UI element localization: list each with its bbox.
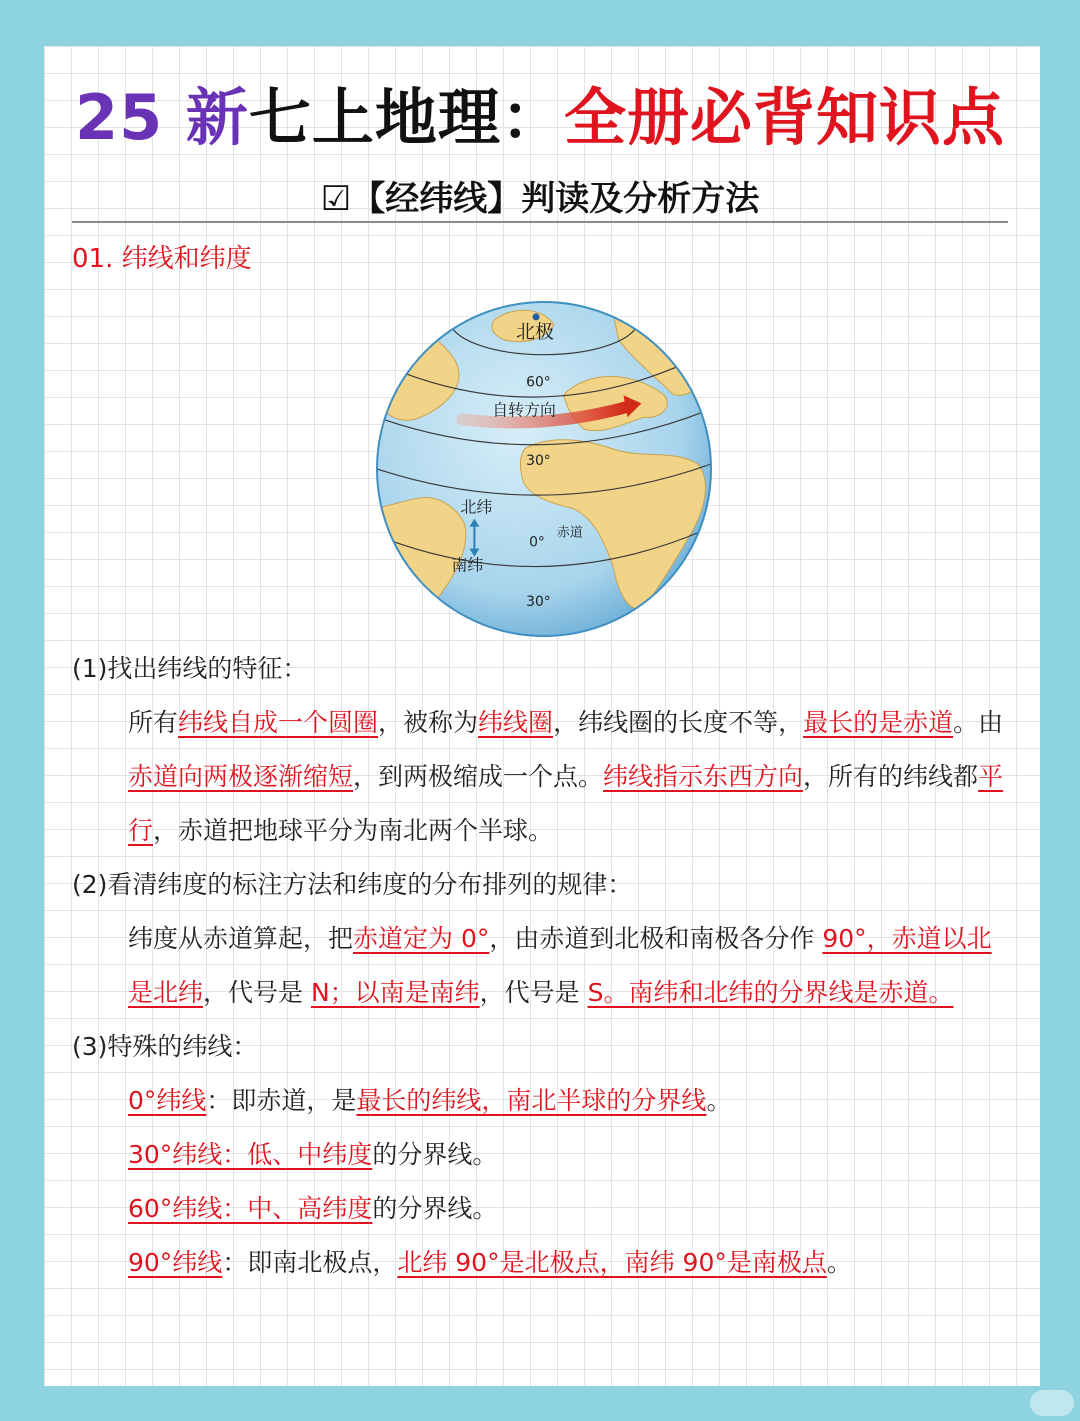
list-item-0deg [72,1074,1008,1128]
highlight-zero: 赤道定为 0° [353,924,490,953]
title-grade: 25 新 [75,81,249,154]
heading-special: (3)特殊的纬线： [72,1032,258,1061]
highlight-shortening: 赤道向两极逐渐缩短 [128,762,354,791]
section-title: 01. 纬线和纬度 [72,244,252,274]
text-run: 所有 [128,708,179,737]
text-run: ，纬线圈的长度不等， [553,708,804,737]
text-run: ，代号是 [203,978,311,1007]
paragraph-features [72,696,1008,858]
highlight-0-line: 0°纬线 [128,1086,207,1115]
label-rotation: 自转方向 [492,400,556,420]
text-run: 。 [706,1086,732,1115]
highlight-north-latitude: 90°，赤道以北是北纬 [128,924,992,1007]
text-run: ，到两极缩成一个点。 [353,762,604,791]
paragraph-labeling [72,912,1008,1020]
highlight-south-latitude: N；以南是南纬 [310,978,480,1007]
globe-latitude-diagram [375,300,713,638]
text-run: ：即南北极点， [222,1248,398,1277]
watermark-badge [1030,1390,1074,1416]
label-30-north: 30° [526,453,551,470]
highlight-poles: 北纬 90°是北极点，南纬 90°是南极点 [397,1248,827,1277]
text-run: ，所有的纬线都 [803,762,979,791]
list-item-90deg [72,1236,1008,1290]
highlight-parallel: 平行 [128,762,1004,845]
divider [72,221,1008,223]
label-north-pole: 北极 [516,320,554,343]
highlight-60-line: 60°纬线：中、高纬度 [128,1194,373,1223]
text-run: ，被称为 [378,708,479,737]
page-title [0,78,1080,158]
label-south-latitude: 南纬 [451,555,484,575]
text-run: ，代号是 [479,978,588,1007]
list-item-60deg [72,1182,1008,1236]
highlight-30-line: 30°纬线：低、中纬度 [128,1140,373,1169]
text-run: ：即赤道，是 [206,1086,357,1115]
label-north-latitude: 北纬 [460,497,493,517]
heading-labeling: (2)看清纬度的标注方法和纬度的分布排列的规律： [72,870,633,899]
text-run: 的分界线。 [372,1194,498,1223]
north-pole-dot [533,313,540,320]
highlight-boundary: S。南纬和北纬的分界线是赤道。 [587,978,954,1007]
label-0: 0° [529,534,545,551]
text-run: ，赤道把地球平分为南北两个半球。 [153,816,554,845]
list-item-30deg [72,1128,1008,1182]
text-run: 的分界线。 [372,1140,498,1169]
highlight-east-west: 纬线指示东西方向 [603,762,804,791]
subtitle: ☑【经纬线】判读及分析方法 [320,179,760,219]
content-body [72,642,1008,1290]
text-run: 纬度从赤道算起，把 [128,924,354,953]
highlight-longest: 最长的是赤道 [803,708,954,737]
text-run: 。由 [953,708,1004,737]
title-subject: 七上地理： [248,81,564,154]
text-run: 。 [826,1248,852,1277]
title-topic: 全册必背知识点 [563,81,1005,154]
label-30-south: 30° [526,594,551,611]
heading-features: (1)找出纬线的特征： [72,654,308,683]
highlight-90-line: 90°纬线 [128,1248,223,1277]
highlight-circle: 纬线自成一个圆圈 [178,708,379,737]
label-60: 60° [526,374,551,391]
label-equator: 赤道 [556,525,583,541]
highlight-latitude-circle: 纬线圈 [478,708,554,737]
text-run: ，由赤道到北极和南极各分作 [489,924,823,953]
highlight-equator-desc: 最长的纬线，南北半球的分界线 [356,1086,707,1115]
